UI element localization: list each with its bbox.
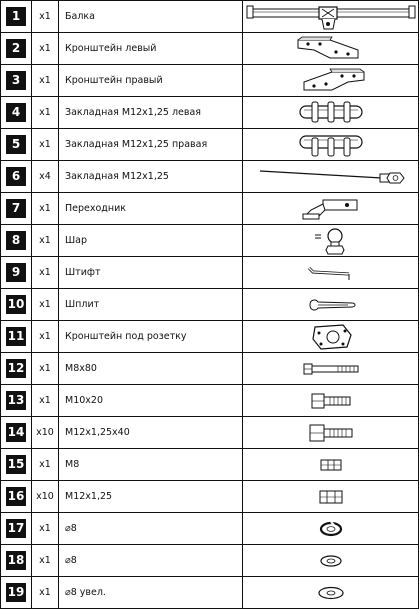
part-name: Штифт	[59, 257, 243, 289]
large-washer-icon	[316, 585, 346, 601]
left-bracket-icon	[296, 36, 366, 62]
part-number: 2	[6, 39, 26, 58]
embedded-plate-left-icon	[296, 100, 366, 126]
part-quantity: x1	[32, 225, 59, 257]
part-quantity: x1	[32, 65, 59, 97]
parts-row	[1, 417, 419, 449]
part-quantity: x1	[32, 353, 59, 385]
part-quantity: x1	[32, 193, 59, 225]
part-quantity: x10	[32, 481, 59, 513]
hitch-beam-icon	[245, 3, 417, 31]
parts-row	[1, 577, 419, 609]
parts-row	[1, 1, 419, 33]
pin-icon	[305, 263, 357, 283]
part-name: М8	[59, 449, 243, 481]
cotter-pin-icon	[304, 295, 358, 315]
part-name: Переходник	[59, 193, 243, 225]
part-name: ⌀8	[59, 513, 243, 545]
part-name: Кронштейн левый	[59, 33, 243, 65]
part-name: ⌀8	[59, 545, 243, 577]
right-bracket-icon	[296, 68, 366, 94]
part-number: 12	[6, 359, 26, 378]
part-number: 16	[6, 487, 26, 506]
parts-row	[1, 257, 419, 289]
part-name: Шар	[59, 225, 243, 257]
bolt-long-icon	[302, 361, 360, 377]
part-quantity: x1	[32, 577, 59, 609]
part-quantity: x1	[32, 1, 59, 33]
part-quantity: x1	[32, 545, 59, 577]
part-name: Шплит	[59, 289, 243, 321]
bolt-short-icon	[310, 392, 352, 410]
hex-nut-icon	[318, 487, 344, 507]
embedded-plate-right-icon	[296, 132, 366, 158]
part-number: 10	[6, 295, 26, 314]
part-quantity: x1	[32, 33, 59, 65]
part-quantity: x1	[32, 449, 59, 481]
parts-row	[1, 481, 419, 513]
socket-bracket-icon	[307, 323, 355, 351]
part-quantity: x1	[32, 97, 59, 129]
parts-row	[1, 161, 419, 193]
part-name: Закладная М12х1,25 правая	[59, 129, 243, 161]
part-quantity: x1	[32, 289, 59, 321]
part-number: 18	[6, 551, 26, 570]
part-name: М12х1,25х40	[59, 417, 243, 449]
parts-row	[1, 129, 419, 161]
parts-row	[1, 33, 419, 65]
tow-ball-icon	[311, 227, 351, 255]
part-name: Балка	[59, 1, 243, 33]
parts-row	[1, 65, 419, 97]
parts-row	[1, 513, 419, 545]
flat-washer-icon	[318, 553, 344, 569]
parts-row	[1, 545, 419, 577]
part-quantity: x1	[32, 385, 59, 417]
parts-row	[1, 449, 419, 481]
part-quantity: x1	[32, 129, 59, 161]
part-number: 5	[6, 135, 26, 154]
part-number: 1	[6, 7, 26, 26]
adapter-icon	[301, 196, 361, 222]
part-number: 8	[6, 231, 26, 250]
part-number: 15	[6, 455, 26, 474]
part-name: Кронштейн под розетку	[59, 321, 243, 353]
part-number: 6	[6, 167, 26, 186]
part-name: Кронштейн правый	[59, 65, 243, 97]
part-number: 13	[6, 391, 26, 410]
part-name: М10х20	[59, 385, 243, 417]
part-name: Закладная М12х1,25 левая	[59, 97, 243, 129]
parts-row	[1, 321, 419, 353]
part-quantity: x4	[32, 161, 59, 193]
parts-row	[1, 385, 419, 417]
parts-row	[1, 289, 419, 321]
part-number: 19	[6, 583, 26, 602]
wire-embed-nut-icon	[256, 166, 406, 188]
part-quantity: x1	[32, 321, 59, 353]
part-name: М12х1,25	[59, 481, 243, 513]
part-number: 9	[6, 263, 26, 282]
part-name: Закладная М12х1,25	[59, 161, 243, 193]
part-number: 11	[6, 327, 26, 346]
part-quantity: x1	[32, 257, 59, 289]
part-number: 7	[6, 199, 26, 218]
part-number: 3	[6, 71, 26, 90]
part-quantity: x10	[32, 417, 59, 449]
part-number: 14	[6, 423, 26, 442]
bolt-medium-icon	[308, 423, 354, 443]
parts-row	[1, 193, 419, 225]
part-name: М8х80	[59, 353, 243, 385]
spring-washer-icon	[318, 520, 344, 538]
part-quantity: x1	[32, 513, 59, 545]
hex-nut-small-icon	[319, 456, 343, 474]
parts-row	[1, 97, 419, 129]
parts-row	[1, 225, 419, 257]
parts-row	[1, 353, 419, 385]
part-name: ⌀8 увел.	[59, 577, 243, 609]
part-number: 4	[6, 103, 26, 122]
part-number: 17	[6, 519, 26, 538]
